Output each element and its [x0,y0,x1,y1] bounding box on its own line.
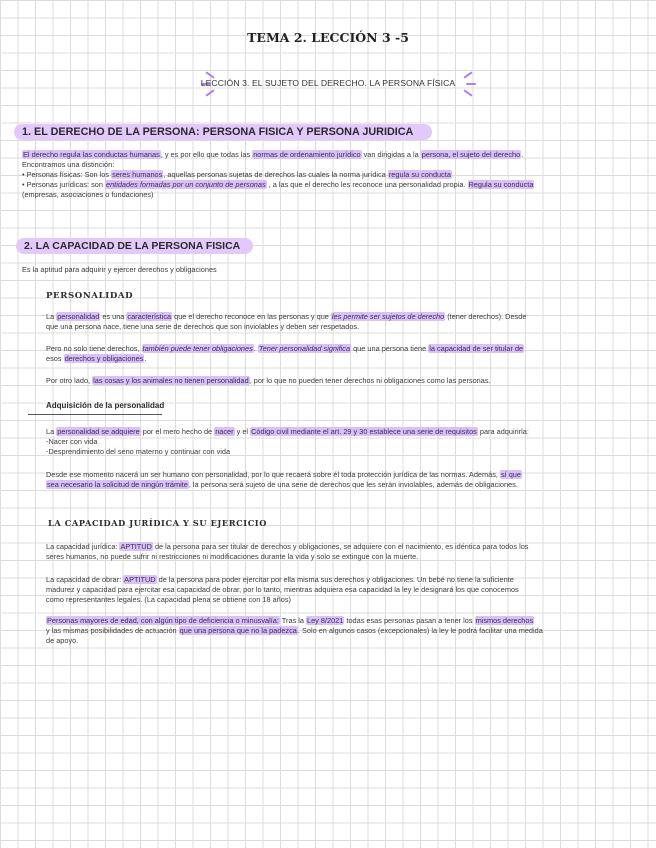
text-run [46,427,636,437]
text-run: de la persona para poder ejercitar por ella misma sus derechos y obligaciones. Un bebé no tiene la suficiente [156,575,514,584]
text-run: La [46,427,57,436]
text-run: . [144,354,147,363]
highlighted-text: entidades formadas por un conjunto de personas [105,180,266,189]
highlighted-text: regula su conducta [388,170,451,179]
section-1-body [22,150,642,200]
text-run: . Solo en algunos casos (excepcionales) la ley le podrá facilitar una medida [297,626,543,635]
highlighted-text: Regula su conducta [468,180,534,189]
text-run: , y es por ello que todas las [160,150,253,159]
text-run [46,470,640,480]
text-run: seres humanos, no puede sufrir ni restricciones ni modificaciones durante la vida y solo se extingue con la muerte. [46,552,419,561]
text-run: que una persona tiene [351,344,429,353]
document-title: TEMA 2. LECCIÓN 3 -5 [247,30,409,45]
capacidad-p1 [46,542,640,562]
text-run: Desde ese momento nacerá un ser humano con personalidad, por lo que recaerá sobre él toda protección jurídica de las normas. Además, [46,470,500,479]
highlighted-text: la capacidad de ser titular de [429,344,524,353]
highlighted-text: El derecho regula las conductas humanas [23,150,160,159]
text-run: madurez y capacidad para ejercitar esa capacidad de obrar, por lo tanto, mientras adquiera esa capacidad la ley le designará los que conocemos [46,585,519,594]
highlighted-text: que una persona que no la padezca [179,626,297,635]
text-run [46,626,640,636]
text-run: van dirigidas a la [361,150,421,159]
text-run: , aquellas personas sujetas de derechos las cuales la norma jurídica [163,170,388,179]
text-run: y el [234,427,251,436]
highlighted-text: Tener personalidad significa [258,344,351,353]
text-run: Tras la [279,616,307,625]
highlighted-text: normas de ordenamiento jurídico [253,150,361,159]
text-run: . [521,150,524,159]
personalidad-p3 [46,376,636,386]
text-run: • Personas físicas: Son los [22,170,112,179]
text-run: que una persona nace, tiene una serie de derechos que son inviolables y deben ser respetados. [46,322,360,331]
adquisicion-p1 [46,427,636,457]
highlighted-text: APTITUD [120,542,152,551]
personalidad-p2 [46,344,636,364]
text-run: La [46,312,57,321]
highlighted-text: seres humanos [112,170,163,179]
highlighted-text: personalidad se adquiere [57,427,140,436]
text-run: (tener derechos). Desde [445,312,527,321]
text-run: , por lo que no pueden tener derechos ni obligaciones como las personas. [249,376,491,385]
s1-line-5: (empresas, asociaciones o fundaciones) [22,190,154,199]
highlighted-text: derechos y obligaciones [64,354,144,363]
section-2-heading: 2. LA CAPACIDAD DE LA PERSONA FISICA [16,238,253,254]
text-run: para adquirirla: [477,427,529,436]
text-run: que el derecho reconoce en las personas y que [172,312,331,321]
highlighted-text: nacer [215,427,234,436]
text-run: Pero no solo tiene derechos, [46,344,142,353]
text-run: todas esas personas pasan a tener los [344,616,475,625]
highlighted-text: sea necesario la solicitud de ningún trámite [47,480,188,489]
text-run [46,616,640,626]
capacidad-p3 [46,616,640,646]
section-1-heading: 1. EL DERECHO DE LA PERSONA: PERSONA FISICA Y PERSONA JURIDICA [14,124,432,140]
s1-line-1 [22,150,642,160]
text-run: por el mero hecho de [140,427,215,436]
sparkle-right-bottom [463,89,472,96]
highlighted-text: personalidad [57,312,100,321]
text-run: y las mismas posibilidades de actuación [46,626,179,635]
text-run: , la persona será sujeto de una serie de derechos que les serán inviolables, además de obligaciones. [188,480,518,489]
text-run: . [253,344,258,353]
highlighted-text: les permite ser sujetos de derecho [331,312,445,321]
text-run: esos [46,354,64,363]
text-run [46,376,636,386]
adquisicion-p2 [46,470,640,490]
adquisicion-underline [28,414,162,415]
text-run: • Personas jurídicas: son [22,180,105,189]
personalidad-heading: PERSONALIDAD [46,291,134,301]
highlighted-text: característica [127,312,172,321]
text-run [46,312,636,322]
lesson-subtitle: LECCIÓN 3. EL SUJETO DEL DERECHO. LA PERSONA FÍSICA [200,78,456,88]
section-2-intro: Es la aptitud para adquirir y ejercer derechos y obligaciones [22,265,217,274]
text-run [46,542,640,552]
highlighted-text: Código civil mediante el art. 29 y 30 establece una serie de requisitos [251,427,477,436]
text-run: de apoyo. [46,636,79,645]
adquisicion-heading: Adquisición de la personalidad [46,401,165,410]
text-run: -Nacer con vida [46,437,98,446]
highlighted-text: sí que [500,470,521,479]
text-run: es una [100,312,127,321]
highlighted-text: Personas mayores de edad, con algún tipo de deficiencia o minusvalía: [47,616,279,625]
text-run [46,344,636,354]
personalidad-p1 [46,312,636,332]
text-run: La capacidad jurídica: [46,542,120,551]
s1-line-4 [22,180,642,190]
capacidad-p2 [46,575,640,605]
text-run: , a las que el derecho les reconoce una personalidad propia. [266,180,468,189]
highlighted-text: también puede tener obligaciones [142,344,253,353]
text-run: como representantes legales. (La capacidad plena se obtiene con 18 años) [46,595,291,604]
sparkle-right-mid [466,83,476,85]
text-run: de la persona para ser titular de derechos y obligaciones, se adquiere con el nacimiento, es idéntica para todos los [152,542,529,551]
s1-line-2: Encontramos una distinción: [22,160,115,169]
highlighted-text: las cosas y los animales no tienen personalidad [93,376,249,385]
highlighted-text: mismos derechos [475,616,534,625]
s1-line-3 [22,170,642,180]
text-run: -Desprendimiento del seno materno y continuar con vida [46,447,231,456]
text-run [46,480,640,490]
highlighted-text: persona, el sujeto del derecho [421,150,521,159]
capacidad-heading: LA CAPACIDAD JURÍDICA Y SU EJERCICIO [48,518,267,528]
text-run: La capacidad de obrar: [46,575,124,584]
sparkle-left-bottom [205,89,214,96]
text-run [46,354,636,364]
text-run: Por otro lado, [46,376,93,385]
highlighted-text: Ley 8/2021 [307,616,344,625]
highlighted-text: APTITUD [124,575,156,584]
text-run [46,575,640,585]
